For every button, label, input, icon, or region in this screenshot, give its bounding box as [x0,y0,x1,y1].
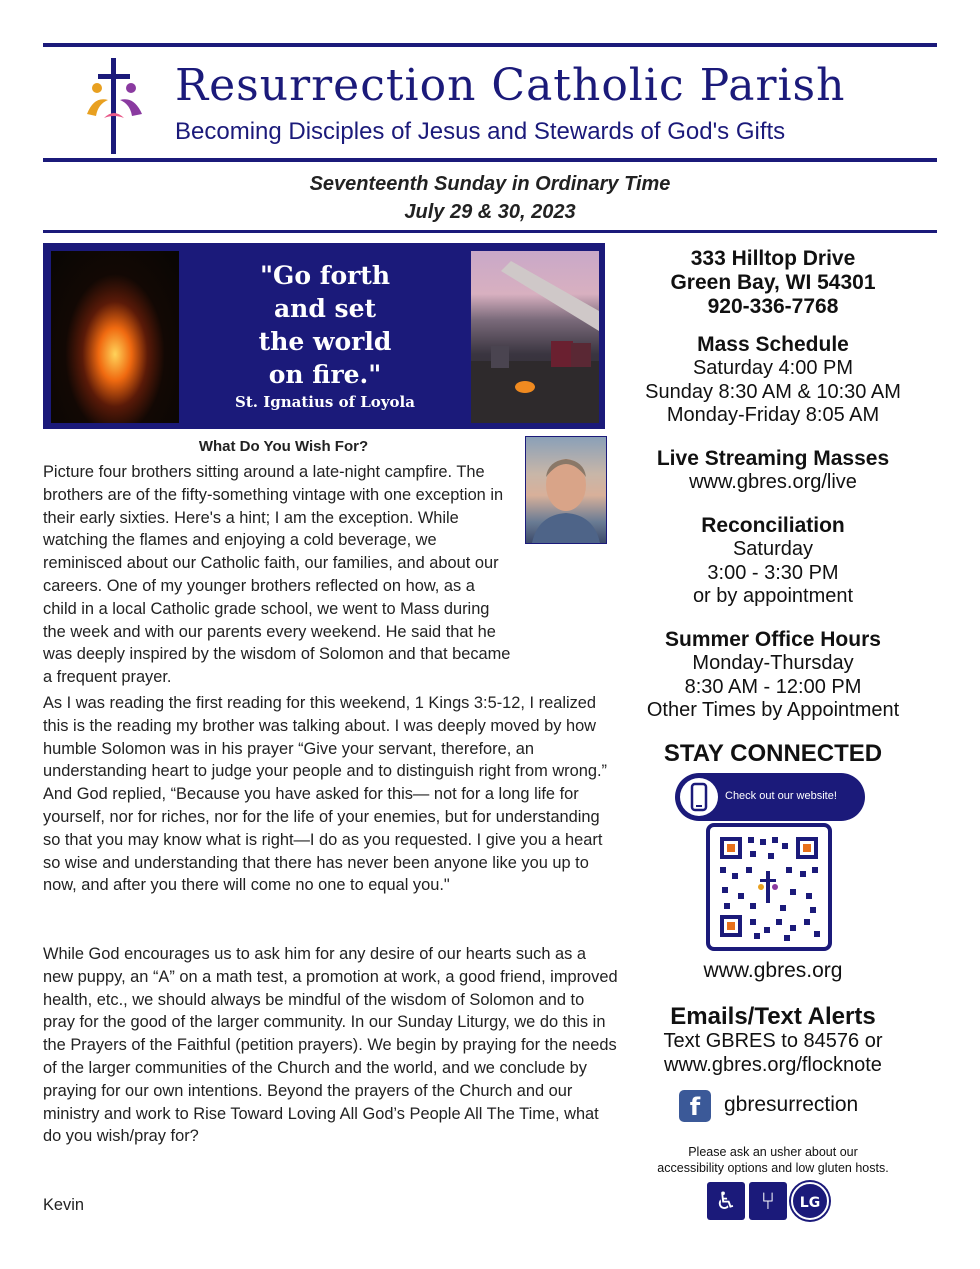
occasion-title: Seventeenth Sunday in Ordinary Time [309,173,671,195]
office-hours [618,652,928,723]
mass-schedule-title: Mass Schedule [697,333,849,356]
website-pill-label: Check out our website! [725,790,837,802]
address-line: Green Bay, WI 54301 [670,271,876,294]
parish-title: Resurrection Catholic Parish [175,60,846,111]
quote-line: on fire." [268,360,382,389]
alerts-link[interactable]: www.gbres.org/flocknote [664,1053,882,1076]
reconciliation-line: Saturday [732,538,814,560]
article-paragraph: While God encourages us to ask him for any desire of our hearts such as a new puppy, an “A” on a math test, a promotion at work, a good friend, improved health, etc., we should always be mindful of the wisdom of Solomon and to pray for the good of the larger community. In our Sunday Liturgy, we do this in the Prayers of the Faithful (petition prayers). We begin by praying for the needs of the larger communities of the Church and the world, and we conclude by praying for our own intentions. Beyond the prayers of the Church and our ministry and work to Rise Toward Loving All God’s People All The Time, what do you wish/pray for? [43,945,618,1146]
website-qr-code[interactable] [706,823,832,951]
alerts-line: Text GBRES to 84576 or [663,1030,883,1052]
reconciliation-line: or by appointment [692,585,854,607]
phone-number[interactable]: 920-336-7768 [707,295,839,318]
accessibility-line: accessibility options and low gluten hosts. [657,1161,889,1175]
mass-time: Monday-Friday 8:05 AM [666,404,880,426]
alerts-title: Emails/Text Alerts [670,1003,876,1030]
quote-line: "Go forth [259,261,391,290]
quote-author: St. Ignatius of Loyola [235,393,415,411]
reconciliation-title: Reconciliation [701,514,845,537]
campfire-photo [51,251,179,423]
article-signature: Kevin [43,1196,85,1214]
office-hours-line: Monday-Thursday [692,652,854,674]
parish-tagline: Becoming Disciples of Jesus and Stewards of God's Gifts [175,118,786,145]
hearing-assistance-icon: ⑂ [749,1182,787,1220]
alerts-info [618,1030,928,1077]
quote-banner [43,243,605,429]
live-stream-link[interactable]: www.gbres.org/live [689,471,857,493]
office-hours-line: 8:30 AM - 12:00 PM [684,675,862,698]
occasion-rule [43,230,937,233]
office-hours-line: Other Times by Appointment [646,699,900,721]
accessibility-line: Please ask an usher about our [688,1145,858,1159]
stay-connected-title: STAY CONNECTED [663,740,883,767]
banner-quote [195,259,455,391]
cross-logo-icon [84,54,146,156]
website-url[interactable]: www.gbres.org [703,959,843,982]
accessibility-note [618,1144,928,1176]
quote-line: the world [258,327,392,356]
facebook-icon[interactable]: f [679,1090,711,1122]
low-gluten-icon: LG [791,1182,829,1220]
wheelchair-accessible-icon: ♿ [707,1182,745,1220]
address-line: 333 Hilltop Drive [690,247,856,270]
header-top-rule [43,43,937,47]
reconciliation-schedule [618,538,928,609]
facebook-handle[interactable]: gbresurrection [724,1093,859,1116]
header-bottom-rule [43,158,937,162]
occasion-date: July 29 & 30, 2023 [404,201,576,223]
website-pill-button[interactable] [675,773,865,821]
live-stream-title: Live Streaming Masses [656,447,890,470]
article-paragraph: Picture four brothers sitting around a late-night campfire. The brothers are of the fifty-something vintage with one exception in their early sixties. Here's a hint; I am the exception. While watching the flames and enjoying a cold beverage, we reminisced about our Catholic faith, our families, and about our careers. One of my younger brothers reflected on how, as a child in a local Catholic grade school, we went to Mass during the week and with our parents every weekend. He said that he was deeply inspired by the wisdom of Solomon and that became a frequent prayer. [43,463,511,687]
article-heading: What Do You Wish For? [198,438,369,455]
parish-address [618,247,928,319]
mass-schedule [618,357,928,428]
mass-time: Sunday 8:30 AM & 10:30 AM [645,380,901,403]
author-portrait [525,436,607,544]
reconciliation-line: 3:00 - 3:30 PM [707,561,839,584]
mass-time: Saturday 4:00 PM [692,357,854,379]
lakeside-campfire-photo [471,251,599,423]
office-hours-title: Summer Office Hours [665,628,881,651]
article-paragraph: As I was reading the first reading for this weekend, 1 Kings 3:5-12, I realized this is the reading my brother was talking about. I was deeply moved by how humble Solomon was in his prayer “Give your servant, therefore, an understanding heart to judge your people and to distinguish right from wrong.” And God replied, “Because you have asked for this— not for a long life for yourself, nor for riches, nor for the life of your enemies, but for understanding so that you may know what is right—I do as you requested. I give you a heart so wise and understanding that there has never been anyone like you up to now, and after you there will come no one to equal you." [43,694,608,895]
quote-line: and set [273,294,377,323]
phone-icon [679,777,719,817]
